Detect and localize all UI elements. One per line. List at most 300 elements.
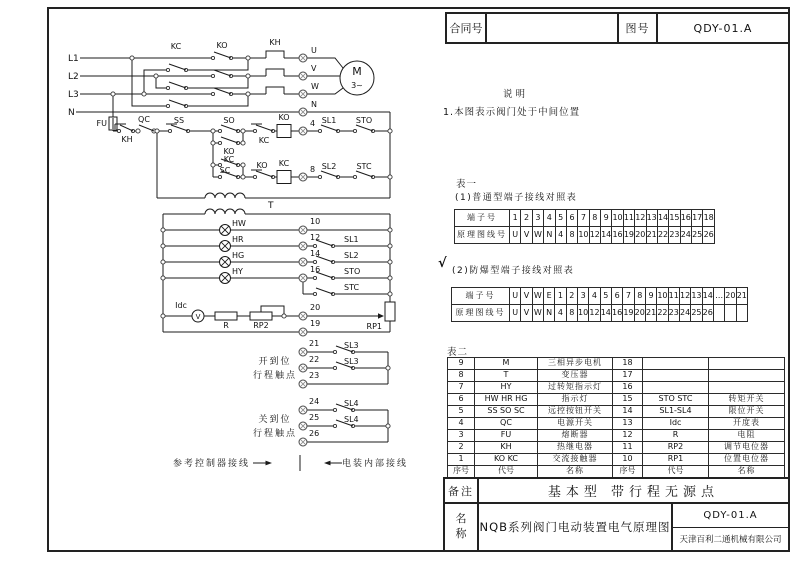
table-cell: 指示灯	[538, 394, 613, 406]
table-row	[448, 406, 785, 418]
circuit-label: R	[223, 321, 229, 330]
circuit-label: RP2	[253, 321, 269, 330]
table-cell: 8	[589, 210, 600, 227]
table-cell: 三相异步电机	[538, 358, 613, 370]
terminal-icon	[299, 312, 307, 320]
table-cell: 15	[613, 394, 643, 406]
circuit-label: 开到位	[258, 357, 292, 367]
explosion-table-title: (2)防爆型端子接线对照表	[452, 266, 575, 276]
table-cell: 序号	[613, 466, 643, 478]
terminal-icon	[299, 328, 307, 336]
table-cell: 23	[669, 227, 680, 244]
contact-symbols	[115, 52, 375, 428]
table-cell: 1	[510, 210, 521, 227]
contact-pivot	[253, 129, 256, 132]
contact-pivot	[218, 141, 221, 144]
table-row	[448, 358, 785, 370]
table-cell: 交流接触器	[538, 454, 613, 466]
circuit-label: STC	[356, 162, 372, 171]
circuit-label: 16	[310, 265, 321, 274]
table-cell: 6	[566, 210, 577, 227]
junction-icon	[241, 141, 245, 145]
check-mark: √	[438, 256, 447, 271]
table-cell: 1	[555, 288, 566, 305]
table-cell	[643, 370, 709, 382]
circuit-label: SO	[223, 116, 235, 125]
junction-icon	[161, 228, 165, 232]
table-cell	[709, 382, 785, 394]
circuit-label: KH	[121, 135, 133, 144]
table-cell: 11	[623, 210, 634, 227]
table-cell: 12	[613, 430, 643, 442]
terminal-icon	[299, 258, 307, 266]
circuit-label: 19	[310, 319, 321, 328]
table-cell: 22	[657, 305, 668, 322]
circuit-label: RP1	[366, 322, 382, 331]
table-cell: …	[713, 288, 724, 305]
table-cell: 原理图线号	[455, 227, 510, 244]
table-cell: W	[532, 227, 543, 244]
junction-icon	[211, 129, 215, 133]
resistor-symbol	[215, 312, 237, 320]
table-cell: 20	[634, 305, 645, 322]
table-cell: 12	[635, 210, 646, 227]
circuit-label: 26	[309, 429, 320, 438]
table-cell: 12	[589, 227, 600, 244]
table-cell: 9	[645, 288, 656, 305]
circuit-label: KC	[170, 42, 182, 51]
junction-icon	[388, 129, 392, 133]
junction-icon	[388, 175, 392, 179]
table-cell: 21	[645, 305, 656, 322]
circuit-label: 4	[310, 119, 316, 128]
remark-label: 备注	[443, 477, 479, 504]
table-cell: 16	[613, 382, 643, 394]
circuit-label: 8	[310, 165, 316, 174]
table-cell: 2	[448, 442, 475, 454]
table-cell: 4	[589, 288, 600, 305]
circuit-label: W	[311, 82, 319, 91]
table-cell: 16	[680, 210, 691, 227]
table-one-caption: 表一	[456, 179, 478, 190]
circuit-label: KC	[258, 136, 270, 145]
table-cell: 14	[601, 227, 612, 244]
table-cell: 热继电器	[538, 442, 613, 454]
table-cell: 21	[646, 227, 657, 244]
circuit-label: 参考控制器接线	[172, 459, 250, 469]
circuit-label: KH	[269, 38, 281, 47]
title-block-top	[445, 12, 790, 44]
table-cell: 原理图线号	[452, 305, 510, 322]
table-cell: 5	[555, 210, 566, 227]
junction-icon	[211, 141, 215, 145]
wiper-arrow-icon	[378, 313, 384, 319]
drawing-number: QDY-01.A	[673, 504, 788, 528]
power-section	[76, 51, 390, 112]
terminal-icon	[299, 380, 307, 388]
table-cell: 8	[634, 288, 645, 305]
junction-icon	[154, 74, 158, 78]
table-cell: R	[643, 430, 709, 442]
contact-pivot	[218, 129, 221, 132]
table-cell: 4	[544, 210, 555, 227]
circuit-label: 14	[310, 249, 321, 258]
circuit-label: 3~	[351, 81, 363, 90]
table-cell: 过转矩指示灯	[538, 382, 613, 394]
junction-icon	[388, 260, 392, 264]
circuit-label: KO	[216, 41, 228, 50]
junction-icon	[241, 175, 245, 179]
boundary-section	[253, 455, 342, 471]
circuit-label: SL2	[321, 162, 337, 171]
table-cell: 26	[702, 305, 713, 322]
terminal-icon	[299, 274, 307, 282]
table-cell	[709, 370, 785, 382]
company-name: 天津百利二通机械有限公司	[679, 535, 782, 546]
rp1-potentiometer-symbol	[385, 302, 395, 321]
table-cell: 10	[578, 227, 589, 244]
name-block	[443, 504, 790, 552]
table-row	[452, 305, 748, 322]
circuit-label: 行程触点	[252, 429, 298, 439]
contact-pivot	[211, 92, 214, 95]
normal-terminal-table	[454, 209, 715, 244]
circuit-label: 21	[309, 339, 320, 348]
circuit-label: SL4	[344, 399, 359, 408]
contact-pivot	[313, 292, 316, 295]
contact-pivot	[117, 129, 120, 132]
junction-icon	[161, 260, 165, 264]
contact-pivot	[168, 129, 171, 132]
table-cell: 20	[725, 288, 736, 305]
rp2-potentiometer-symbol	[250, 312, 272, 320]
circuit-label: HW	[232, 219, 246, 228]
remark-block	[443, 477, 790, 504]
contact-pivot	[211, 56, 214, 59]
circuit-label: FU	[96, 119, 107, 128]
circuit-label: KO	[223, 147, 235, 156]
circuit-labels	[68, 38, 408, 469]
table-cell: STO STC	[643, 394, 709, 406]
junction-icon	[241, 129, 245, 133]
table-cell: 6	[611, 288, 622, 305]
table-cell: KH	[475, 442, 538, 454]
table-cell: 8	[566, 227, 577, 244]
circuit-label: SL3	[344, 357, 359, 366]
circuit-label: 23	[309, 371, 320, 380]
table-row	[448, 442, 785, 454]
contact-pivot	[211, 74, 214, 77]
junction-icon	[130, 56, 134, 60]
table-row	[448, 418, 785, 430]
circuit-label: V	[311, 64, 317, 73]
junction-icon	[241, 163, 245, 167]
table-cell	[643, 382, 709, 394]
table-cell: 调节电位器	[709, 442, 785, 454]
table-cell: 3	[448, 430, 475, 442]
indicator-lamp-icon	[220, 241, 231, 252]
contact-pivot	[218, 175, 221, 178]
table-cell: 代号	[475, 466, 538, 478]
table-cell: V	[521, 288, 532, 305]
table-cell: 23	[668, 305, 679, 322]
table-cell: 4	[448, 418, 475, 430]
table-cell: 10	[577, 305, 588, 322]
circuit-label: STO	[344, 267, 361, 276]
name-block-right	[673, 504, 790, 552]
table-cell: 14	[702, 288, 713, 305]
table-cell: 远控按钮开关	[538, 406, 613, 418]
table-cell: 25	[692, 227, 703, 244]
contact-pivot	[313, 260, 316, 263]
contact-pivot	[166, 68, 169, 71]
table-cell: 7	[448, 382, 475, 394]
junction-icon	[388, 228, 392, 232]
contact-pivot	[353, 175, 356, 178]
circuit-label: STC	[344, 283, 360, 292]
terminal-icon	[299, 173, 307, 181]
table-cell: 12	[679, 288, 690, 305]
table-cell: U	[510, 288, 521, 305]
table-row	[448, 394, 785, 406]
circuit-label: SL1	[321, 116, 337, 125]
circuit-label: 22	[309, 355, 320, 364]
junction-icon	[388, 244, 392, 248]
circuit-label: V	[195, 313, 201, 321]
table-cell: 名称	[538, 466, 613, 478]
junction-icon	[388, 276, 392, 280]
circuit-label: L1	[68, 54, 79, 64]
arrow-right-icon	[266, 461, 273, 466]
circuit-label: 12	[310, 233, 321, 242]
circuit-label: 24	[309, 397, 320, 406]
table-cell: 13	[691, 288, 702, 305]
table-cell: 3	[532, 210, 543, 227]
table-cell: 17	[613, 370, 643, 382]
table-row	[448, 370, 785, 382]
name-label-text: 名称	[455, 512, 467, 540]
circuit-label: QC	[138, 115, 150, 124]
table-cell: W	[532, 305, 543, 322]
table-cell: 13	[646, 210, 657, 227]
arrow-left-icon	[324, 461, 331, 466]
contact-pivot	[318, 175, 321, 178]
table-cell: 端子号	[452, 288, 510, 305]
indicator-lamp-icon	[220, 257, 231, 268]
circuit-label: SC	[219, 166, 231, 175]
circuit-label: N	[68, 108, 75, 118]
table-cell: 变压器	[538, 370, 613, 382]
circuit-label: 25	[309, 413, 320, 422]
terminal-icon	[299, 406, 307, 414]
table-cell: 7	[578, 210, 589, 227]
table-cell: 26	[703, 227, 715, 244]
contact-pivot	[166, 86, 169, 89]
contact-pivot	[253, 175, 256, 178]
junction-icon	[161, 276, 165, 280]
junction-icon	[246, 56, 250, 60]
table-cell: SL1-SL4	[643, 406, 709, 418]
table-cell: T	[475, 370, 538, 382]
table-cell: 4	[555, 305, 566, 322]
table-cell: 17	[692, 210, 703, 227]
table-cell: 8	[566, 305, 577, 322]
table-cell: 10	[657, 288, 668, 305]
terminal-icon	[299, 127, 307, 135]
component-table	[447, 357, 785, 478]
circuit-label: 关到位	[258, 415, 292, 425]
table-cell: 21	[736, 288, 747, 305]
circuit-label: M	[352, 65, 362, 78]
circuit-label: HR	[232, 235, 244, 244]
table-cell: 位置电位器	[709, 454, 785, 466]
table-cell: KO KC	[475, 454, 538, 466]
contact-pivot	[313, 276, 316, 279]
junction-icon	[111, 92, 115, 96]
table-cell: 12	[589, 305, 600, 322]
terminal-symbols	[299, 54, 307, 446]
terminal-icon	[299, 422, 307, 430]
circuit-label: N	[311, 100, 317, 109]
table-cell: 14	[613, 406, 643, 418]
drawing-no-label: 图号	[617, 12, 656, 44]
terminal-icon	[299, 72, 307, 80]
circuit-label: L2	[68, 72, 79, 82]
table-cell: M	[475, 358, 538, 370]
table-cell: 25	[691, 305, 702, 322]
contact-pivot	[318, 129, 321, 132]
control-section	[109, 94, 390, 198]
table-cell: 3	[577, 288, 588, 305]
contact-pivot	[313, 244, 316, 247]
table-cell: 序号	[448, 466, 475, 478]
contact-pivot	[353, 129, 356, 132]
drawing-no-value: QDY-01.A	[656, 12, 790, 44]
table-cell: 熔断器	[538, 430, 613, 442]
junction-icon	[388, 292, 392, 296]
junction-icon	[211, 163, 215, 167]
table-cell: FU	[475, 430, 538, 442]
circuit-label: 20	[310, 303, 321, 312]
junction-icon	[142, 92, 146, 96]
table-cell: V	[521, 305, 532, 322]
table-cell: 16	[611, 305, 622, 322]
terminal-icon	[299, 90, 307, 98]
table-cell: HY	[475, 382, 538, 394]
terminal-icon	[299, 364, 307, 372]
circuit-label: L3	[68, 90, 79, 100]
terminal-icon	[299, 108, 307, 116]
table-cell: 1	[448, 454, 475, 466]
table-cell	[725, 305, 736, 322]
table-cell	[736, 305, 747, 322]
table-cell: 5	[448, 406, 475, 418]
table-cell: 5	[600, 288, 611, 305]
table-cell: Idc	[643, 418, 709, 430]
table-cell: E	[543, 288, 554, 305]
terminal-icon	[299, 242, 307, 250]
lamp-symbols	[220, 225, 231, 284]
circuit-label: KC	[278, 159, 290, 168]
table-cell: N	[543, 305, 554, 322]
junction-icon	[386, 424, 390, 428]
table-cell: V	[521, 227, 532, 244]
terminal-icon	[299, 438, 307, 446]
table-cell: 电阻	[709, 430, 785, 442]
contact-pivot	[333, 408, 336, 411]
circuit-label: SL2	[344, 251, 359, 260]
terminal-icon	[299, 54, 307, 62]
table-cell: 19	[623, 227, 634, 244]
table-cell: 14	[657, 210, 668, 227]
indicator-lamp-icon	[220, 225, 231, 236]
table-cell: 10	[612, 210, 623, 227]
table-cell: SS SO SC	[475, 406, 538, 418]
table-cell: QC	[475, 418, 538, 430]
table-cell: 名称	[709, 466, 785, 478]
table-cell: 18	[703, 210, 715, 227]
circuit-label: U	[311, 46, 317, 55]
table-cell: RP2	[643, 442, 709, 454]
contact-pivot	[333, 424, 336, 427]
table-cell: 转矩开关	[709, 394, 785, 406]
table-row	[448, 466, 785, 478]
table-cell: 22	[657, 227, 668, 244]
junction-icon	[161, 314, 165, 318]
ko-coil-symbol	[277, 125, 291, 138]
circuit-label: SL3	[344, 341, 359, 350]
table-cell: 电源开关	[538, 418, 613, 430]
terminal-icon	[299, 348, 307, 356]
notes-line: 1.本图表示阀门处于中间位置	[443, 107, 581, 118]
table-cell	[713, 305, 724, 322]
table-cell: 24	[679, 305, 690, 322]
table-row	[448, 454, 785, 466]
junction-icon	[246, 74, 250, 78]
table-cell: 13	[613, 418, 643, 430]
table-cell: 20	[635, 227, 646, 244]
table-cell: 8	[448, 370, 475, 382]
name-label	[443, 504, 479, 552]
table-cell: 11	[668, 288, 679, 305]
table-cell: 4	[555, 227, 566, 244]
table-cell: 16	[612, 227, 623, 244]
explosion-terminal-table	[451, 287, 748, 322]
table-cell	[643, 358, 709, 370]
circuit-label: T	[268, 201, 274, 211]
circuit-label: 电装内部接线	[342, 459, 409, 469]
table-cell: 15	[669, 210, 680, 227]
contact-pivot	[333, 350, 336, 353]
table-two-caption: 表二	[447, 347, 469, 358]
normal-table-title: (1)普通型端子接线对照表	[455, 193, 578, 203]
table-cell: 2	[521, 210, 532, 227]
table-cell: 14	[600, 305, 611, 322]
table-cell: 代号	[643, 466, 709, 478]
kc-coil-symbol	[277, 171, 291, 184]
circuit-label: KO	[278, 113, 290, 122]
table-cell: 19	[623, 305, 634, 322]
circuit-label: 行程触点	[252, 371, 298, 381]
table-row	[455, 210, 715, 227]
table-cell: 开度表	[709, 418, 785, 430]
table-row	[448, 430, 785, 442]
table-cell	[709, 358, 785, 370]
table-cell: HW HR HG	[475, 394, 538, 406]
table-cell: 9	[601, 210, 612, 227]
terminal-icon	[299, 226, 307, 234]
table-cell: 端子号	[455, 210, 510, 227]
